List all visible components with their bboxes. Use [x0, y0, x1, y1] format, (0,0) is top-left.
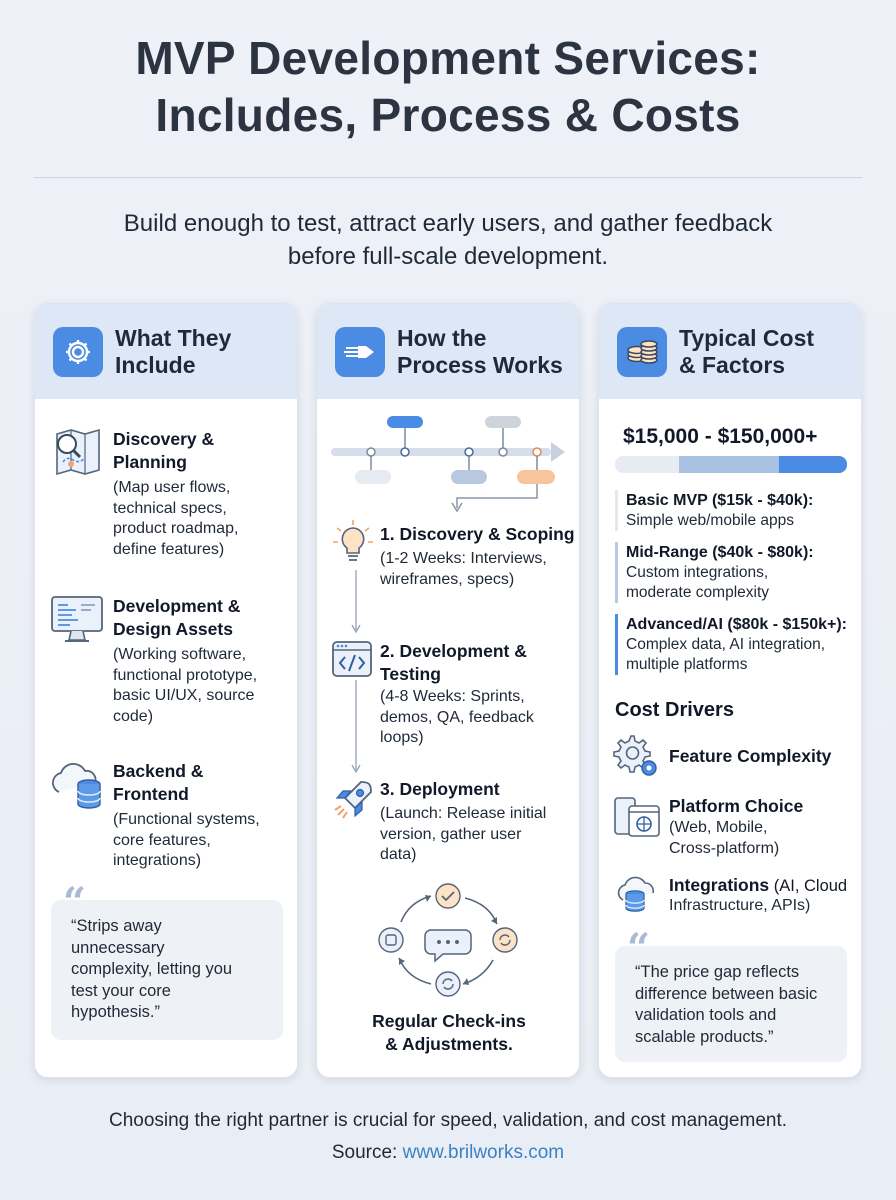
process-step-title — [380, 523, 575, 546]
include-item-2-desc-3: basic UI/UX, source — [113, 687, 255, 704]
process-step-3-desc-2: version, gather user — [380, 825, 522, 843]
process-step-3-desc-1: (Launch: Release initial — [380, 805, 547, 822]
cost-tier-2-head: Mid-Range ($40k - $80k): — [626, 544, 814, 561]
monitor-code-icon — [49, 594, 105, 653]
include-quote-line-2: unnecessary — [71, 938, 165, 957]
cost-driver-desc — [669, 895, 810, 916]
cost-driver-3-title: Integrations — [669, 875, 770, 895]
cost-quote-line-4: scalable products.” — [635, 1027, 774, 1046]
subtitle-line-2: before full-scale development. — [287, 243, 609, 270]
cost-drivers-title: Cost Drivers — [615, 699, 734, 721]
cost-tier-3-desc-1: Complex data, AI integration, — [626, 636, 826, 653]
process-step-desc — [380, 549, 547, 590]
cost-tier — [615, 614, 847, 675]
cost-tier-3-head: Advanced/AI ($80k - $150k+): — [626, 616, 847, 633]
cost-title-line-2: & Factors — [679, 351, 786, 378]
include-item-title — [113, 595, 240, 641]
page-title — [0, 30, 896, 144]
cost-quote-box — [615, 925, 847, 1062]
feedback-loop-icon — [373, 878, 523, 1007]
rocket-icon — [331, 778, 375, 827]
include-quote-line-3: complexity, letting you — [71, 960, 233, 978]
cost-quote-line-3: validation tools and — [635, 1006, 777, 1024]
cost-driver-2-desc-2: Cross-platform) — [669, 840, 780, 857]
include-item-3-desc-2: core features, — [113, 831, 211, 849]
cost-driver-3-desc-inline: (AI, Cloud — [769, 877, 848, 895]
title-divider — [34, 177, 862, 178]
include-item-title — [113, 760, 203, 806]
cost-card-title — [679, 325, 814, 379]
process-title-line-2: Process Works — [397, 351, 563, 378]
include-quote-line-1: “Strips away — [71, 917, 162, 935]
footer-note: Choosing the right partner is crucial for speed, validation, and cost management. — [108, 1110, 788, 1131]
cloud-database-icon — [47, 760, 107, 819]
cloud-db-icon — [613, 872, 661, 919]
include-item-1-desc-4: define features) — [113, 540, 225, 558]
map-search-icon — [49, 426, 105, 485]
gears-icon — [613, 732, 659, 783]
process-step-2-desc-2: demos, QA, feedback — [380, 708, 534, 726]
process-step-title — [380, 778, 500, 801]
include-quote-line-4: test your core — [71, 981, 171, 1000]
loop-caption — [317, 1010, 580, 1056]
cost-range: $15,000 - $150,000+ — [623, 425, 818, 448]
source-label: Source: — [331, 1142, 403, 1163]
arrow-right-icon — [335, 327, 385, 377]
process-step-desc — [380, 687, 534, 749]
title-line-2: Includes, Process & Costs — [155, 89, 741, 141]
cost-tier-2-desc-1: Custom integrations, — [626, 564, 769, 581]
timeline-graphic — [331, 412, 567, 517]
include-title-line-1: What They — [115, 324, 232, 351]
process-title-line-1: How the — [397, 324, 487, 351]
cost-tier-1-head: Basic MVP ($15k - $40k): — [626, 492, 814, 509]
process-step-1-desc-2: wireframes, specs) — [380, 570, 515, 588]
include-item-3-title-1: Backend & — [113, 761, 204, 781]
include-item-3-desc-1: (Functional systems, — [113, 811, 260, 828]
cost-driver-3-desc-1: Infrastructure, APIs) — [669, 897, 811, 914]
process-card — [316, 303, 580, 1078]
gear-icon — [53, 327, 103, 377]
cost-quote-line-2: difference between basic — [635, 984, 818, 1003]
subtitle-line-1: Build enough to test, attract early users, and gather feedback — [123, 210, 773, 237]
source-link[interactable]: www.brilworks.com — [402, 1142, 565, 1163]
cost-card — [598, 303, 862, 1078]
include-item-desc — [113, 645, 257, 727]
cost-driver-title-line — [669, 874, 847, 897]
process-step-1-desc-1: (1-2 Weeks: Interviews, — [380, 550, 547, 567]
cost-quote-text — [635, 962, 817, 1048]
cost-bar-basic — [615, 456, 679, 473]
cost-tier — [615, 490, 813, 531]
cost-range-bar — [615, 456, 847, 473]
include-item-3-desc-3: integrations) — [113, 852, 202, 869]
include-card-header — [35, 304, 297, 399]
cost-tier-1-desc-1: Simple web/mobile apps — [626, 512, 795, 529]
include-card-title — [115, 325, 231, 379]
process-step-2-desc-3: loops) — [380, 729, 424, 746]
cost-driver-title: Feature Complexity — [669, 746, 832, 766]
include-item-1-desc-2: technical specs, — [113, 499, 227, 517]
coins-icon — [617, 327, 667, 377]
include-quote-box — [51, 879, 283, 1040]
process-step-desc — [380, 804, 546, 866]
cost-tier-3-desc-2: multiple platforms — [626, 656, 748, 673]
footer-source — [0, 1142, 896, 1164]
include-item-1-title-2: Planning — [113, 452, 187, 472]
include-card — [34, 303, 298, 1078]
include-item-1-desc-3: product roadmap, — [113, 520, 239, 537]
process-step-3-desc-3: data) — [380, 846, 417, 863]
include-item-2-desc-2: functional prototype, — [113, 666, 258, 684]
process-step-title — [380, 640, 527, 686]
include-item-title — [113, 428, 214, 474]
process-card-title — [397, 325, 563, 379]
include-item-2-title-2: Design Assets — [113, 619, 233, 639]
quote-icon: “ — [63, 879, 87, 926]
include-item-desc — [113, 478, 238, 560]
cost-driver-2-desc-1: (Web, Mobile, — [669, 819, 768, 836]
cost-card-header — [599, 304, 861, 399]
include-quote-line-5: hypothesis.” — [71, 1003, 160, 1021]
loop-caption-line-2: & Adjustments. — [385, 1034, 513, 1054]
cost-driver-title: Platform Choice — [669, 796, 804, 816]
title-line-1: MVP Development Services: — [135, 32, 761, 84]
include-title-line-2: Include — [115, 351, 196, 378]
loop-caption-line-1: Regular Check-ins — [372, 1011, 526, 1031]
cost-bar-advanced — [779, 456, 847, 473]
cost-title-line-1: Typical Cost — [679, 324, 815, 351]
process-step-2-title-2: Testing — [380, 664, 441, 684]
subtitle — [40, 207, 856, 273]
include-item-2-desc-1: (Working software, — [113, 646, 247, 663]
cost-tier-2-desc-2: moderate complexity — [626, 584, 770, 601]
include-item-1-title-1: Discovery & — [113, 429, 215, 449]
include-item-2-title-1: Development & — [113, 596, 241, 616]
cost-tier — [615, 542, 814, 603]
process-step-2-desc-1: (4-8 Weeks: Sprints, — [380, 688, 525, 705]
include-item-3-title-2: Frontend — [113, 784, 189, 804]
process-card-header — [317, 304, 579, 399]
include-item-2-desc-4: code) — [113, 707, 154, 725]
code-window-icon — [331, 640, 373, 685]
process-step-1-title: 1. Discovery & Scoping — [380, 524, 575, 544]
cost-quote-line-1: “The price gap reflects — [635, 963, 800, 981]
process-step-2-title-1: 2. Development & — [380, 641, 527, 661]
include-item-1-desc-1: (Map user flows, — [113, 479, 231, 496]
quote-icon: “ — [627, 925, 651, 972]
include-quote-text — [71, 916, 232, 1024]
devices-icon — [613, 794, 661, 845]
include-item-desc — [113, 810, 260, 872]
lightbulb-icon — [331, 518, 375, 571]
process-step-3-title: 3. Deployment — [380, 779, 500, 799]
cost-driver-desc — [669, 817, 779, 859]
cost-bar-mid — [679, 456, 779, 473]
